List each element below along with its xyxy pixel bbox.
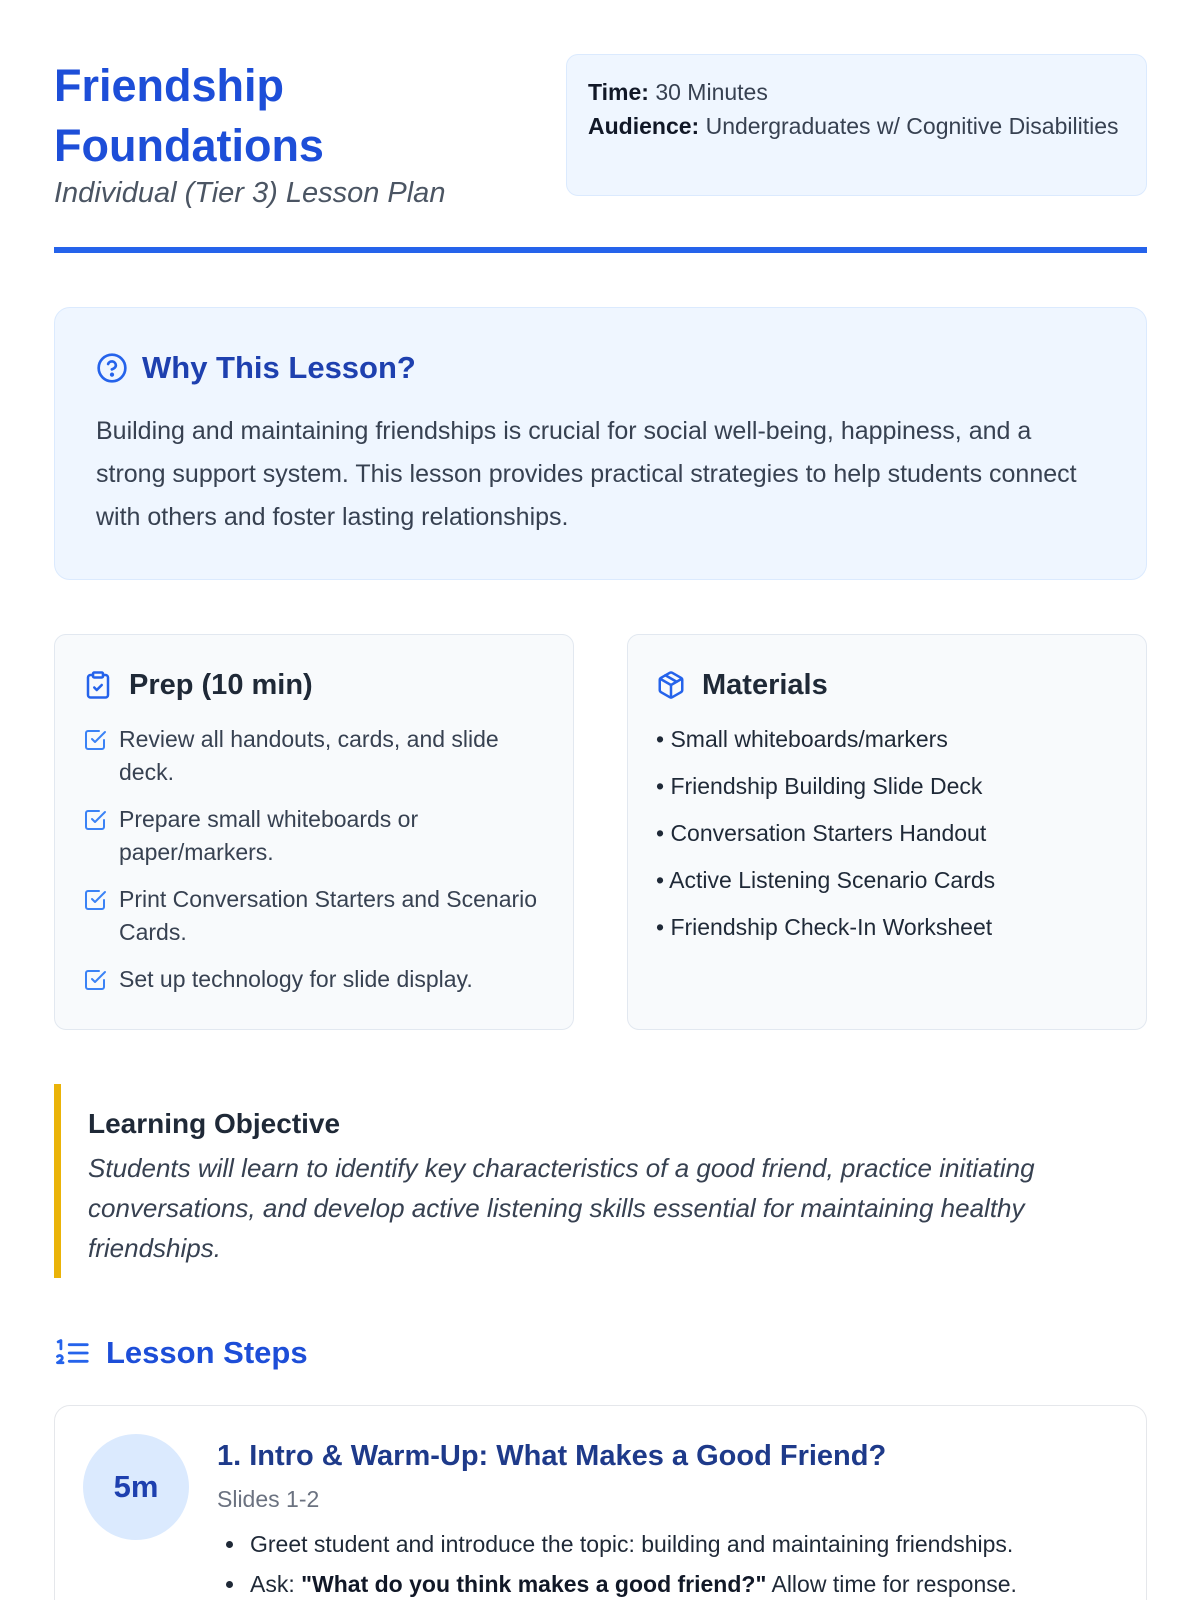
prep-item-text: Set up technology for slide display. (119, 966, 473, 992)
prep-list (83, 723, 545, 996)
clipboard-check-icon (83, 669, 113, 701)
bullet-text: Greet student and introduce the topic: building and maintaining friendships. (250, 1531, 1014, 1557)
header-divider (54, 247, 1147, 253)
material-item: • Conversation Starters Handout (656, 820, 987, 846)
material-item: • Friendship Building Slide Deck (656, 773, 983, 799)
time-row (588, 75, 1125, 109)
checkbox-checked-icon (83, 728, 107, 752)
materials-header (656, 665, 1118, 705)
prep-item (83, 883, 545, 949)
lesson-steps-title: Lesson Steps (106, 1335, 308, 1370)
why-title: Why This Lesson? (142, 350, 416, 385)
prep-item-text: Prepare small whiteboards or paper/markers. (119, 806, 419, 865)
objective-title: Learning Objective (88, 1108, 341, 1139)
audience-value: Undergraduates w/ Cognitive Disabilities (699, 113, 1119, 139)
title-line-1: Friendship (54, 60, 285, 111)
step-title: 1. Intro & Warm-Up: What Makes a Good Friend? (217, 1440, 887, 1472)
prep-item-text: Print Conversation Starters and Scenario Cards. (119, 886, 538, 945)
prep-item-text: Review all handouts, cards, and slide deck. (119, 726, 499, 785)
material-item: • Small whiteboards/markers (656, 726, 948, 752)
lesson-steps-header (54, 1330, 308, 1376)
why-body: Building and maintaining friendships is crucial for social well-being, happiness, and a strong support system. This lesson provides practical strategies to help students connect with others and foster lasting relationships. (96, 417, 1077, 531)
step-bullet (217, 1564, 1127, 1600)
time-label: Time: (588, 79, 649, 105)
prep-item (83, 963, 545, 996)
time-value: 30 Minutes (648, 79, 768, 105)
why-header (96, 348, 1105, 388)
bullet-text-end: Allow time for response. (766, 1571, 1017, 1597)
materials-list (656, 723, 1118, 944)
materials-card (627, 634, 1147, 1030)
step-slides: Slides 1-2 (217, 1486, 320, 1512)
question-circle-icon (96, 352, 128, 384)
lesson-meta-box (566, 54, 1147, 196)
prep-card (54, 634, 574, 1030)
step-duration-badge: 5m (83, 1434, 189, 1540)
checkbox-checked-icon (83, 808, 107, 832)
learning-objective (54, 1084, 1147, 1278)
prep-item (83, 803, 545, 869)
step-bullet (217, 1524, 1127, 1564)
audience-label: Audience: (588, 113, 700, 139)
header (54, 54, 1147, 254)
page-subtitle: Individual (Tier 3) Lesson Plan (54, 177, 446, 209)
material-item: • Friendship Check-In Worksheet (656, 914, 993, 940)
numbered-list-icon (54, 1336, 90, 1370)
prep-header (83, 665, 545, 705)
audience-row (588, 109, 1125, 143)
title-line-2: Foundations (54, 120, 324, 171)
prep-title: Prep (10 min) (129, 668, 313, 701)
why-this-lesson-panel (54, 307, 1147, 580)
objective-body: Students will learn to identify key characteristics of a good friend, practice initiating conversations, and develop active listening skills essential for maintaining healthy friendships. (88, 1153, 1035, 1263)
page-title (54, 56, 524, 176)
checkbox-checked-icon (83, 968, 107, 992)
materials-title: Materials (702, 668, 828, 701)
bullet-text: Ask: (250, 1571, 302, 1597)
bullet-question: "What do you think makes a good friend?" (301, 1571, 767, 1597)
cube-icon (656, 669, 686, 701)
material-item: • Active Listening Scenario Cards (656, 867, 996, 893)
step-bullets (217, 1524, 1127, 1600)
checkbox-checked-icon (83, 888, 107, 912)
lesson-step-card (54, 1405, 1147, 1600)
prep-item (83, 723, 545, 789)
